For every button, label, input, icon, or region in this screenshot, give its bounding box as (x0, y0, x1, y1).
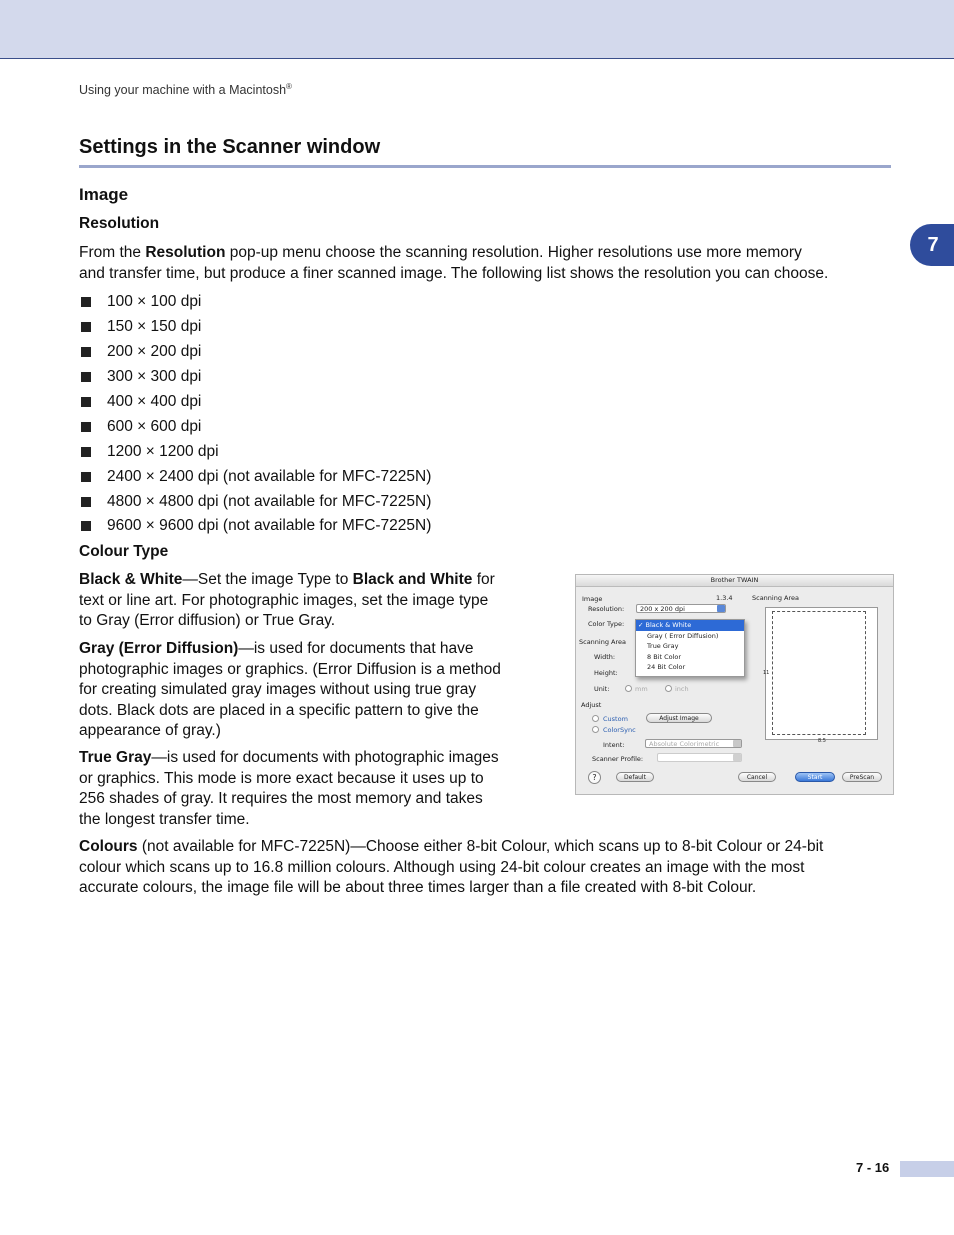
popup-arrow-icon (733, 754, 741, 761)
resolution-popup[interactable]: 200 x 200 dpi (636, 604, 726, 613)
bullet-icon (81, 521, 91, 531)
page-title: Settings in the Scanner window (79, 136, 891, 168)
intent-label: Intent: (603, 741, 625, 749)
menu-item-8-bit-color[interactable]: 8 Bit Color (647, 652, 682, 661)
footer-bar (900, 1161, 954, 1177)
bullet-icon (81, 447, 91, 457)
bullet-icon (81, 397, 91, 407)
list-item: 200 × 200 dpi (79, 340, 431, 365)
bullet-icon (81, 372, 91, 382)
menu-item-24-bit-color[interactable]: 24 Bit Color (647, 663, 686, 672)
adjust-label: Adjust (581, 701, 602, 709)
popup-arrow-icon (717, 605, 725, 612)
menu-item-black-white[interactable]: ✓ Black & White (636, 620, 744, 631)
list-item: 400 × 400 dpi (79, 390, 431, 415)
ruler-height-label: 11 (763, 670, 770, 676)
true-gray-paragraph: True Gray—is used for documents with photographic images or graphics. This mode is more exact because it uses up to 256 shades of gray. It requires the most memory and takes the longest transfer time. (79, 749, 499, 828)
version-label: 1.3.4 (716, 594, 733, 602)
ruler-width-label: 8.5 (818, 738, 826, 744)
colorsync-radio[interactable] (592, 726, 599, 733)
bullet-icon (81, 497, 91, 507)
resolution-label: Resolution: (588, 605, 625, 613)
page-number: 7 - 16 (856, 1160, 890, 1175)
scanning-area-title: Scanning Area (752, 594, 799, 602)
prescan-button[interactable]: PreScan (842, 772, 882, 782)
list-item: 9600 × 9600 dpi (not available for MFC-7225N) (79, 514, 431, 539)
bullet-icon (81, 322, 91, 332)
scanner-profile-popup[interactable] (657, 753, 742, 762)
bullet-icon (81, 297, 91, 307)
list-item: 4800 × 4800 dpi (not available for MFC-7225N) (79, 489, 431, 514)
unit-inch-label: inch (675, 685, 689, 693)
scanner-profile-label: Scanner Profile: (592, 755, 644, 763)
intent-popup[interactable]: Absolute Colorimetric (645, 739, 742, 748)
height-label: Height: (594, 669, 618, 677)
colorsync-label: ColorSync (603, 726, 636, 734)
cancel-button[interactable]: Cancel (738, 772, 776, 782)
list-item: 2400 × 2400 dpi (not available for MFC-7225N) (79, 464, 431, 489)
unit-inch-radio[interactable] (665, 685, 672, 692)
bullet-icon (81, 347, 91, 357)
resolution-list (79, 290, 431, 539)
image-group-label: Image (582, 595, 603, 603)
scan-frame (772, 611, 866, 735)
subheading-resolution: Resolution (79, 215, 160, 232)
list-item: 100 × 100 dpi (79, 290, 431, 315)
scanning-area-preview[interactable] (765, 607, 878, 740)
unit-mm-label: mm (635, 685, 648, 693)
chapter-tab: 7 (910, 224, 954, 266)
black-white-paragraph: Black & White—Set the image Type to Black and White for text or line art. For photographic images, set the image type to Gray (Error diffusion) or True Gray. (79, 571, 495, 629)
help-icon[interactable]: ? (588, 771, 601, 784)
list-item: 150 × 150 dpi (79, 315, 431, 340)
popup-arrow-icon (733, 740, 741, 747)
menu-item-gray-error-diffusion[interactable]: Gray ( Error Diffusion) (647, 631, 719, 640)
default-button[interactable]: Default (616, 772, 654, 782)
scanning-area-label: Scanning Area (579, 638, 626, 646)
gray-error-diffusion-paragraph: Gray (Error Diffusion)—is used for documents that have photographic images or graphics. (Error Diffusion is a method for creating simulated gray images without using true gray dots. Black dots are placed in a specific pattern to give the appearance of gray.) (79, 640, 501, 739)
unit-label: Unit: (594, 685, 610, 693)
list-item: 300 × 300 dpi (79, 365, 431, 390)
resolution-intro: From the Resolution pop-up menu choose the scanning resolution. Higher resolutions use more memory and transfer time, but produce a finer scanned image. The following list shows the resolution you can choose. (79, 244, 829, 282)
unit-mm-radio[interactable] (625, 685, 632, 692)
color-type-label: Color Type: (588, 620, 625, 628)
list-item: 600 × 600 dpi (79, 414, 431, 439)
color-type-menu (635, 619, 745, 677)
start-button[interactable]: Start (795, 772, 835, 782)
section-heading-image: Image (79, 185, 129, 204)
dialog-title: Brother TWAIN (576, 575, 893, 587)
width-label: Width: (594, 653, 616, 661)
scanner-dialog-screenshot (575, 574, 894, 795)
adjust-image-button[interactable]: Adjust Image (646, 713, 712, 723)
colours-paragraph: Colours (not available for MFC-7225N)—Choose either 8-bit Colour, which scans up to 8-bit Colour or 24-bit colour which scans up to 16.8 million colours. Although using 24-bit colour creates an image with the most accurate colours, the image file will be about three times larger than a file created with 8-bit Colour. (79, 838, 824, 896)
custom-radio[interactable] (592, 715, 599, 722)
running-header: Using your machine with a Macintosh® (79, 82, 292, 98)
top-header-band (0, 0, 954, 59)
list-item: 1200 × 1200 dpi (79, 439, 431, 464)
custom-label: Custom (603, 715, 628, 723)
bullet-icon (81, 422, 91, 432)
bullet-icon (81, 472, 91, 482)
menu-item-true-gray[interactable]: True Gray (647, 642, 679, 651)
subheading-colour-type: Colour Type (79, 543, 169, 560)
